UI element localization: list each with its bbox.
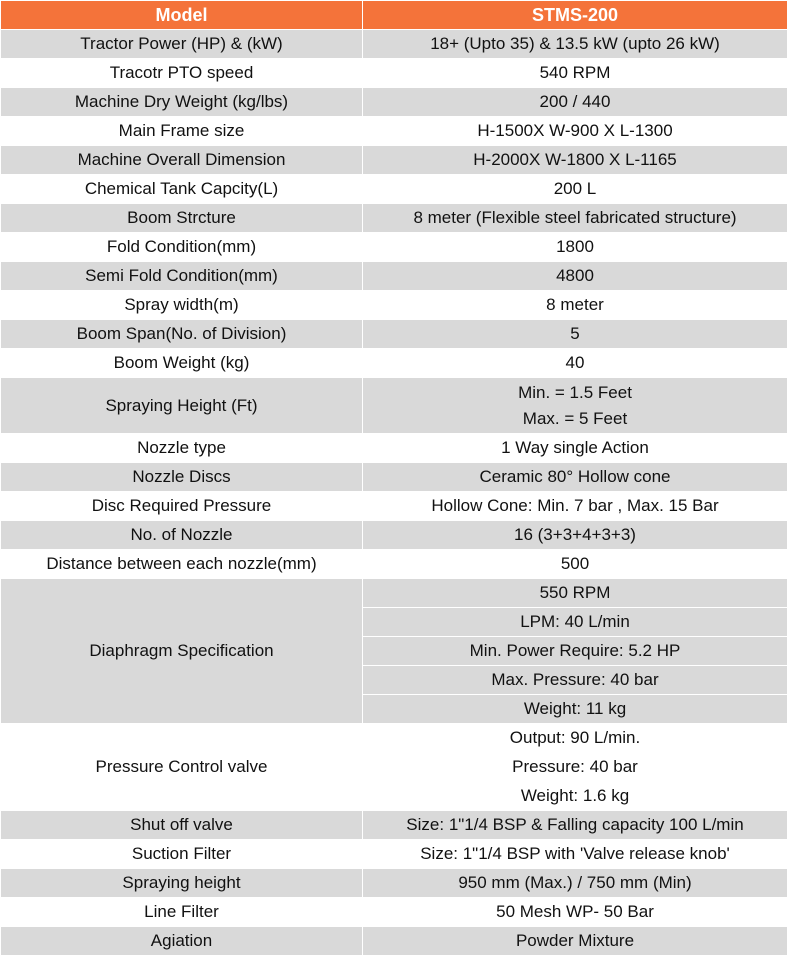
row-value: 4800 [363,262,787,291]
row-value: H-1500X W-900 X L-1300 [363,117,787,146]
table-row [1,88,787,117]
table-row [1,30,787,59]
row-value: 950 mm (Max.) / 750 mm (Min) [363,869,787,898]
row-label: Main Frame size [1,117,363,146]
row-label: Agiation [1,927,363,956]
row-label: No. of Nozzle [1,521,363,550]
table-row [1,492,787,521]
row-value: Weight: 11 kg [363,695,787,724]
row-value: 16 (3+3+4+3+3) [363,521,787,550]
row-label: Tracotr PTO speed [1,59,363,88]
table-row [1,146,787,175]
table-row [1,550,787,579]
row-value: Size: 1"1/4 BSP with 'Valve release knob' [363,840,787,869]
row-label: Nozzle type [1,434,363,463]
value-line: Max. = 5 Feet [522,408,628,428]
table-row [1,579,787,608]
table-row [1,233,787,262]
row-value: 1 Way single Action [363,434,787,463]
table-row [1,378,787,434]
table-row [1,59,787,88]
row-value: Size: 1"1/4 BSP & Falling capacity 100 L/min [363,811,787,840]
row-value: Powder Mixture [363,927,787,956]
table-row [1,811,787,840]
row-label: Machine Dry Weight (kg/lbs) [1,88,363,117]
table-row [1,117,787,146]
table-row [1,840,787,869]
table-row [1,204,787,233]
header-row [1,1,787,30]
table-row [1,434,787,463]
row-label: Semi Fold Condition(mm) [1,262,363,291]
row-value: H-2000X W-1800 X L-1165 [363,146,787,175]
row-value: 200 L [363,175,787,204]
header-model-value: STMS-200 [363,1,787,30]
row-value: 500 [363,550,787,579]
row-value: LPM: 40 L/min [363,608,787,637]
row-label: Diaphragm Specification [1,579,363,724]
table-row [1,927,787,956]
table-row [1,291,787,320]
row-value: Pressure: 40 bar [363,753,787,782]
table-row [1,724,787,753]
row-value: 550 RPM [363,579,787,608]
row-value: Output: 90 L/min. [363,724,787,753]
row-value: 540 RPM [363,59,787,88]
row-value: 8 meter [363,291,787,320]
row-label: Disc Required Pressure [1,492,363,521]
row-value: 5 [363,320,787,349]
row-label: Shut off valve [1,811,363,840]
row-value: 200 / 440 [363,88,787,117]
table-row [1,463,787,492]
row-label: Fold Condition(mm) [1,233,363,262]
row-label: Spray width(m) [1,291,363,320]
row-label: Tractor Power (HP) & (kW) [1,30,363,59]
table-row [1,175,787,204]
row-label: Boom Span(No. of Division) [1,320,363,349]
table-row [1,869,787,898]
row-value: Min. Power Require: 5.2 HP [363,637,787,666]
row-label: Nozzle Discs [1,463,363,492]
table-row [1,898,787,927]
row-value: 8 meter (Flexible steel fabricated structure) [363,204,787,233]
row-label: Line Filter [1,898,363,927]
row-value: 50 Mesh WP- 50 Bar [363,898,787,927]
table-row [1,349,787,378]
row-value: 40 [363,349,787,378]
row-label: Chemical Tank Capcity(L) [1,175,363,204]
row-label: Spraying height [1,869,363,898]
row-value: 1800 [363,233,787,262]
row-value: Max. Pressure: 40 bar [363,666,787,695]
row-label: Machine Overall Dimension [1,146,363,175]
row-value: Ceramic 80° Hollow cone [363,463,787,492]
value-line: Min. = 1.5 Feet [518,382,632,402]
header-model: Model [1,1,363,30]
row-label: Boom Strcture [1,204,363,233]
row-value: Weight: 1.6 kg [363,782,787,811]
row-value: 18+ (Upto 35) & 13.5 kW (upto 26 kW) [363,30,787,59]
row-label: Boom Weight (kg) [1,349,363,378]
row-value [363,378,787,434]
row-value: Hollow Cone: Min. 7 bar , Max. 15 Bar [363,492,787,521]
table-row [1,521,787,550]
table-row [1,320,787,349]
row-label: Spraying Height (Ft) [1,378,363,434]
row-label: Pressure Control valve [1,724,363,811]
table-row [1,262,787,291]
row-label: Distance between each nozzle(mm) [1,550,363,579]
row-label: Suction Filter [1,840,363,869]
